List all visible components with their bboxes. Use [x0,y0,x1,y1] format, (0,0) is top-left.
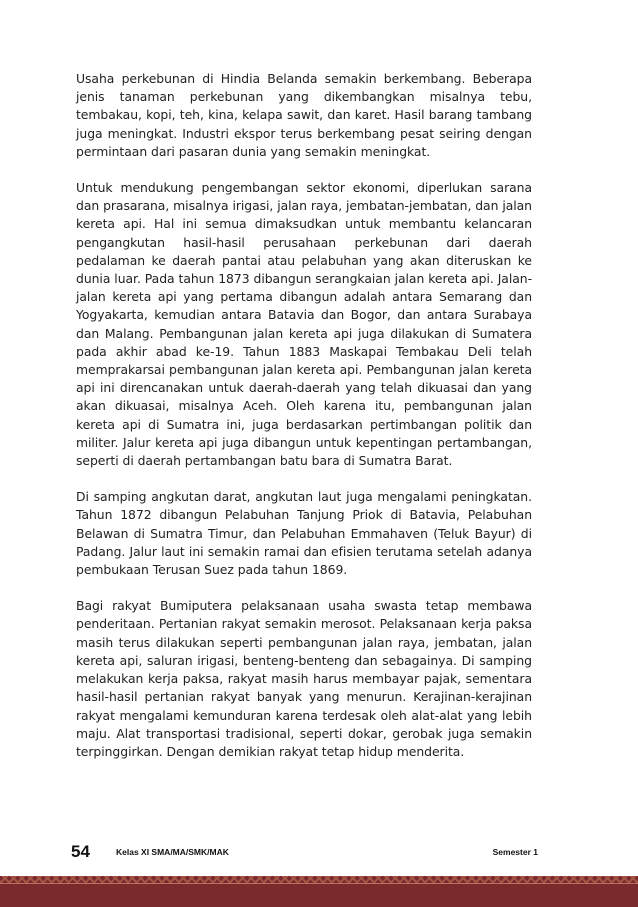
book-title: Kelas XI SMA/MA/SMK/MAK [116,847,229,857]
decorative-footer-band [0,876,638,907]
paragraph-4: Bagi rakyat Bumiputera pelaksanaan usaha swasta tetap membawa penderitaan. Pertanian rakyat semakin merosot. Pelaksanaan kerja paksa masih terus dilakukan seperti pembangunan jalan raya, jembatan, jalan kereta api, saluran irigasi, benteng-benteng dan sebagainya. Di samping melakukan kerja paksa, rakyat masih harus membayar pajak, sementara hasil-hasil pertanian rakyat banyak yang menurun. Kerajinan-kerajinan rakyat mengalami kemunduran karena terdesak oleh alat-alat yang lebih maju. Alat transportasi tradisional, seperti dokar, gerobak juga semakin terpinggirkan. Dengan demikian rakyat tetap hidup menderita. [76,598,532,759]
band-divider [0,883,638,884]
semester-label: Semester 1 [492,847,538,857]
page-content [76,70,532,779]
page-number: 54 [71,842,90,861]
page-footer [71,842,538,866]
paragraph-2: Untuk mendukung pengembangan sektor ekonomi, diperlukan sarana dan prasarana, misalnya irigasi, jalan raya, jembatan-jembatan, dan jalan kereta api. Hal ini semua dimaksudkan untuk membantu kelancaran pengangkutan hasil-hasil perusahaan perkebunan dari daerah pedalaman ke daerah pantai atau pelabuhan yang akan diteruskan ke dunia luar. Pada tahun 1873 dibangun serangkaian jalan kereta api. Jalan-jalan kereta api yang pertama dibangun adalah antara Semarang dan Yogyakarta, kemudian antara Batavia dan Bogor, dan antara Surabaya dan Malang. Pembangunan jalan kereta api juga dilakukan di Sumatera pada akhir abad ke-19. Tahun 1883 Maskapai Tembakau Deli telah memprakarsai pembangunan jalan kereta api. Pembangunan jalan kereta api ini direncanakan untuk daerah-daerah yang telah dikuasai dan yang akan dikuasai, misalnya Aceh. Oleh karena itu, pembangunan jalan kereta api di Sumatra ini, juga berdasarkan pertimbangan politik dan militer. Jalur kereta api juga dibangun untuk kepentingan pertambangan, seperti di daerah pertambangan batu bara di Sumatra Barat. [76,180,532,469]
paragraph-1: Usaha perkebunan di Hindia Belanda semakin berkembang. Beberapa jenis tanaman perkebunan yang dikembangkan misalnya tebu, tembakau, kopi, teh, kina, kelapa sawit, dan karet. Hasil barang tambang juga meningkat. Industri ekspor terus berkembang pesat seiring dengan permintaan dari pasaran dunia yang semakin meningkat. [76,71,532,159]
band-pattern [0,876,638,883]
paragraph-3: Di samping angkutan darat, angkutan laut juga mengalami peningkatan. Tahun 1872 dibangun Pelabuhan Tanjung Priok di Batavia, Pelabuhan Belawan di Sumatra Timur, dan Pelabuhan Emmahaven (Teluk Bayur) di Padang. Jalur laut ini semakin ramai dan efisien terutama setelah adanya pembukaan Terusan Suez pada tahun 1869. [76,489,532,578]
